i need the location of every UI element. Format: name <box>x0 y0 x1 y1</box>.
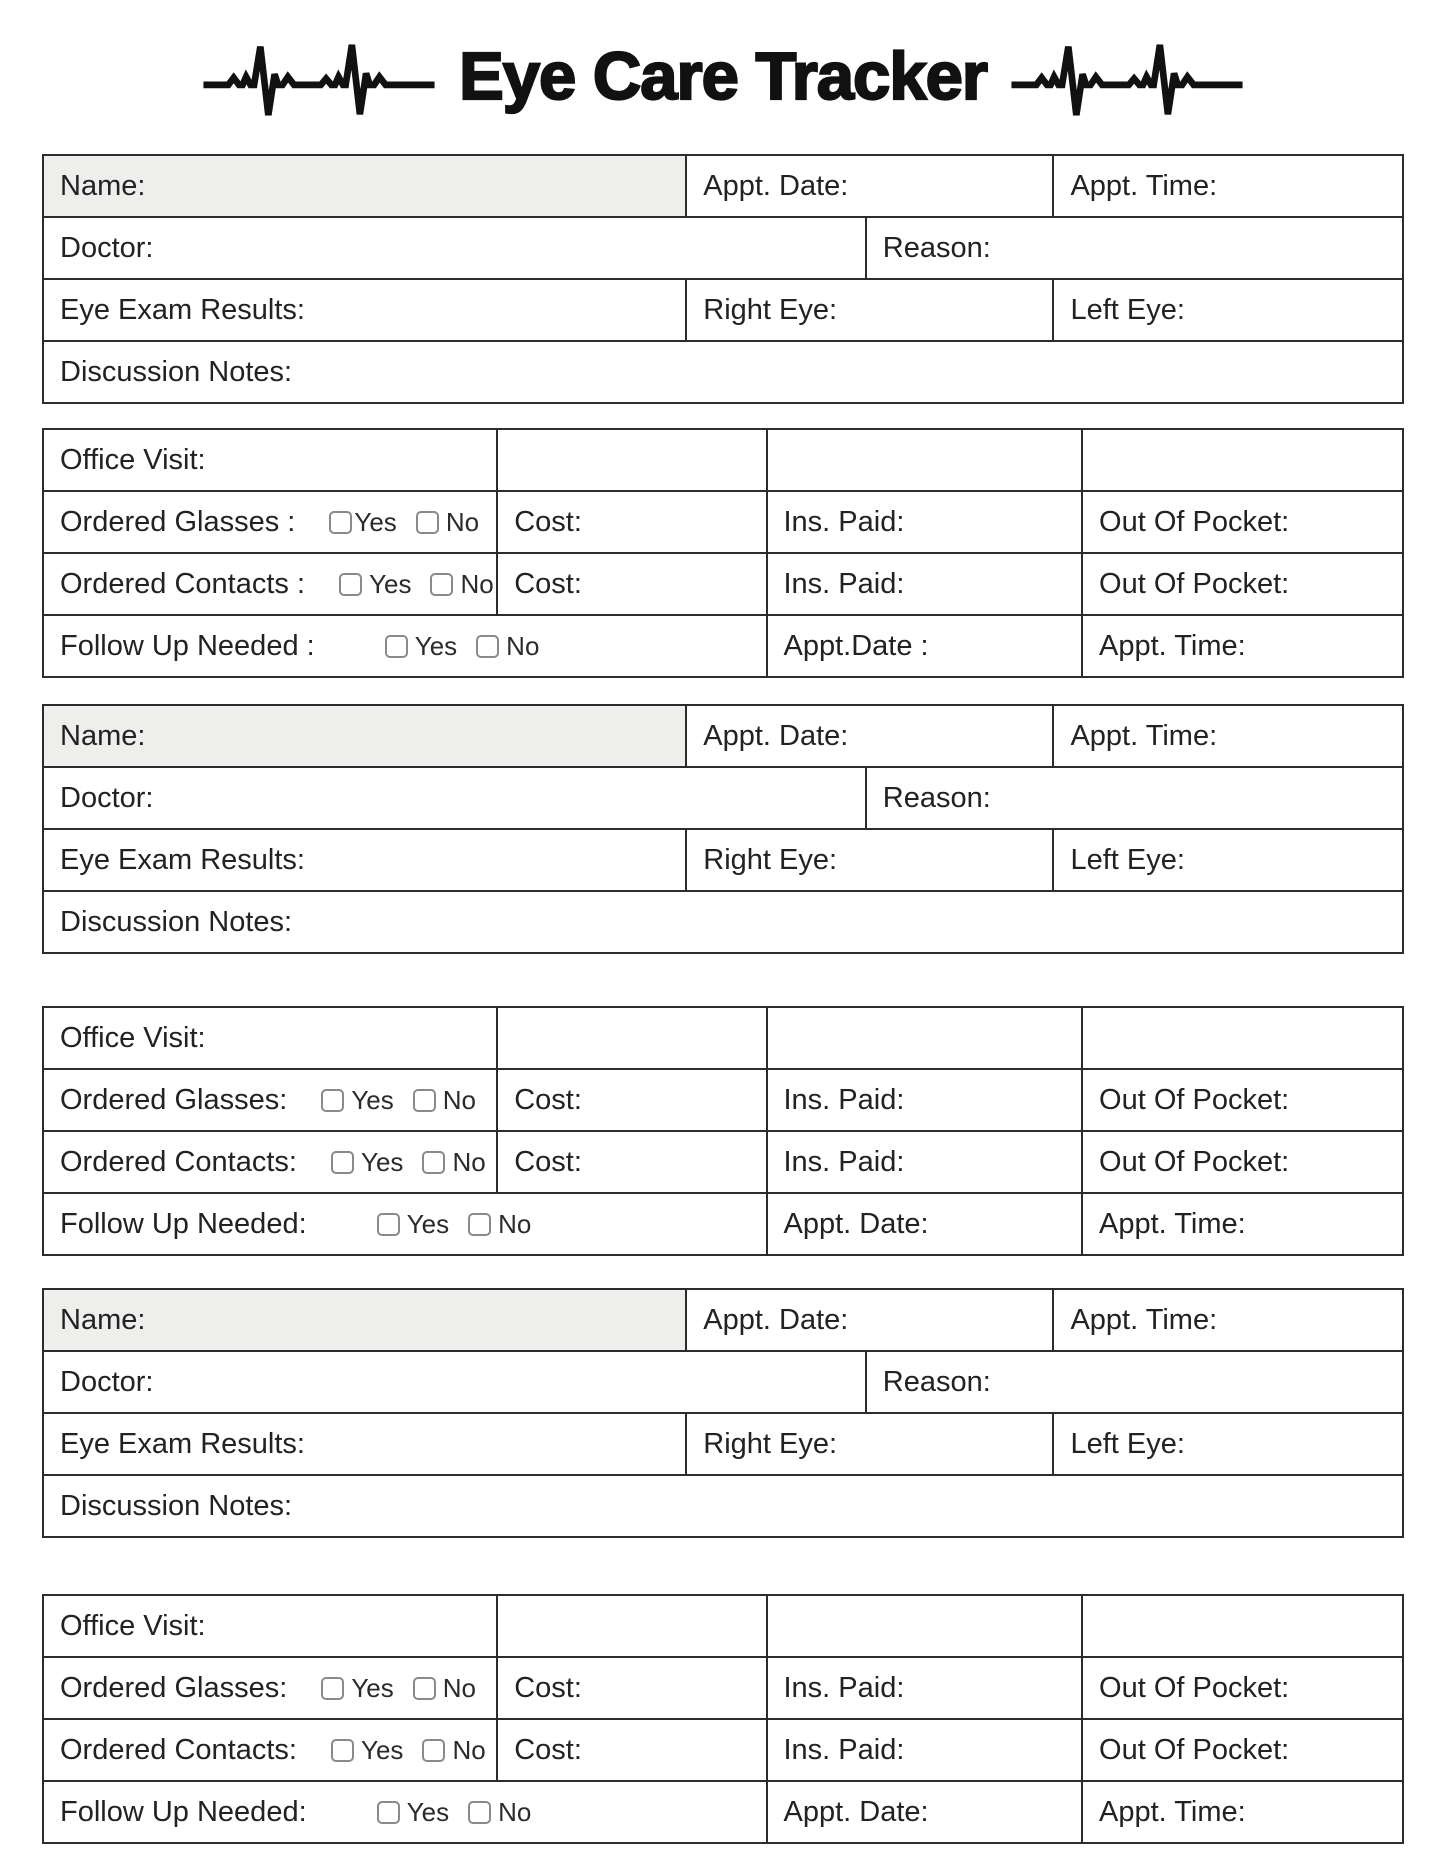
appt-time-cell: Appt. Time: <box>1082 1193 1403 1255</box>
follow-up-needed-cell <box>43 615 767 677</box>
yes-label: Yes <box>351 1673 394 1704</box>
visit-info-table-3 <box>42 1288 1404 1538</box>
no-label: No <box>445 507 480 538</box>
no-checkbox[interactable] <box>422 1739 445 1762</box>
no-label: No <box>506 631 540 662</box>
yes-no-group <box>321 1085 476 1116</box>
visit-info-table-1 <box>42 154 1404 404</box>
heartbeat-left-icon <box>189 28 449 124</box>
no-checkbox[interactable] <box>468 1801 491 1824</box>
name-cell: Name: <box>43 705 686 767</box>
no-checkbox[interactable] <box>416 511 439 534</box>
yes-checkbox[interactable] <box>385 635 408 658</box>
follow-up-needed-cell <box>43 1781 767 1843</box>
follow-up-label: Follow Up Needed: <box>60 1795 307 1828</box>
yes-no-group <box>331 1147 486 1178</box>
appt-time-cell: Appt. Time: <box>1053 705 1403 767</box>
ins-paid-cell: Ins. Paid: <box>767 491 1083 553</box>
office-visit-table-2 <box>42 1006 1404 1256</box>
left-eye-cell: Left Eye: <box>1053 1413 1403 1475</box>
office-visit-cell: Office Visit: <box>43 429 497 491</box>
out-of-pocket-cell: Out Of Pocket: <box>1082 1657 1403 1719</box>
ordered-glasses-label: Ordered Glasses: <box>60 1083 288 1116</box>
cost-cell: Cost: <box>497 1719 766 1781</box>
out-of-pocket-cell: Out Of Pocket: <box>1082 1131 1403 1193</box>
office-visit-table-1 <box>42 428 1404 678</box>
eye-exam-results-cell: Eye Exam Results: <box>43 279 686 341</box>
out-of-pocket-cell: Out Of Pocket: <box>1082 1719 1403 1781</box>
cost-cell: Cost: <box>497 1657 766 1719</box>
ordered-contacts-label: Ordered Contacts: <box>60 1733 297 1766</box>
right-eye-cell: Right Eye: <box>686 829 1053 891</box>
yes-label: Yes <box>354 507 397 538</box>
appt-date-cell: Appt. Date: <box>686 155 1053 217</box>
yes-no-group <box>331 1735 486 1766</box>
no-label: No <box>498 1209 532 1240</box>
yes-checkbox[interactable] <box>377 1213 400 1236</box>
appt-date-cell: Appt. Date: <box>767 1781 1083 1843</box>
left-eye-cell: Left Eye: <box>1053 279 1403 341</box>
reason-cell: Reason: <box>866 1351 1403 1413</box>
cost-cell: Cost: <box>497 1069 766 1131</box>
out-of-pocket-cell: Out Of Pocket: <box>1082 491 1403 553</box>
page-header <box>42 24 1404 128</box>
no-label: No <box>452 1735 486 1766</box>
blank-cell <box>767 1007 1083 1069</box>
yes-label: Yes <box>361 1735 404 1766</box>
ordered-contacts-label: Ordered Contacts: <box>60 1145 297 1178</box>
ordered-glasses-cell <box>43 1069 497 1131</box>
ins-paid-cell: Ins. Paid: <box>767 553 1083 615</box>
cost-cell: Cost: <box>497 1131 766 1193</box>
ordered-glasses-cell <box>43 1657 497 1719</box>
yes-no-group <box>385 631 540 662</box>
no-checkbox[interactable] <box>430 573 453 596</box>
yes-label: Yes <box>414 631 458 662</box>
eye-exam-results-cell: Eye Exam Results: <box>43 1413 686 1475</box>
ins-paid-cell: Ins. Paid: <box>767 1131 1083 1193</box>
appt-date-cell: Appt. Date: <box>686 1289 1053 1351</box>
blank-cell <box>497 429 766 491</box>
appt-time-cell: Appt. Time: <box>1082 1781 1403 1843</box>
cost-cell: Cost: <box>497 553 766 615</box>
yes-checkbox[interactable] <box>321 1677 344 1700</box>
no-checkbox[interactable] <box>476 635 499 658</box>
no-checkbox[interactable] <box>468 1213 491 1236</box>
eye-exam-results-cell: Eye Exam Results: <box>43 829 686 891</box>
no-label: No <box>442 1673 476 1704</box>
name-cell: Name: <box>43 1289 686 1351</box>
ordered-contacts-cell <box>43 553 497 615</box>
discussion-notes-cell: Discussion Notes: <box>43 891 1403 953</box>
out-of-pocket-cell: Out Of Pocket: <box>1082 1069 1403 1131</box>
appt-time-cell: Appt. Time: <box>1082 615 1403 677</box>
appt-date-cell: Appt. Date: <box>767 1193 1083 1255</box>
yes-checkbox[interactable] <box>331 1151 354 1174</box>
discussion-notes-cell: Discussion Notes: <box>43 1475 1403 1537</box>
ordered-contacts-label: Ordered Contacts : <box>60 567 305 600</box>
yes-label: Yes <box>351 1085 394 1116</box>
office-visit-table-3 <box>42 1594 1404 1844</box>
ordered-contacts-cell <box>43 1131 497 1193</box>
appt-time-cell: Appt. Time: <box>1053 155 1403 217</box>
yes-checkbox[interactable] <box>377 1801 400 1824</box>
yes-checkbox[interactable] <box>321 1089 344 1112</box>
blank-cell <box>497 1007 766 1069</box>
no-checkbox[interactable] <box>413 1089 436 1112</box>
ins-paid-cell: Ins. Paid: <box>767 1069 1083 1131</box>
reason-cell: Reason: <box>866 767 1403 829</box>
page-title: Eye Care Tracker <box>459 38 987 114</box>
yes-no-group <box>321 1673 476 1704</box>
ins-paid-cell: Ins. Paid: <box>767 1657 1083 1719</box>
doctor-cell: Doctor: <box>43 767 866 829</box>
yes-checkbox[interactable] <box>339 573 362 596</box>
name-cell: Name: <box>43 155 686 217</box>
yes-label: Yes <box>369 569 412 600</box>
yes-checkbox[interactable] <box>331 1739 354 1762</box>
out-of-pocket-cell: Out Of Pocket: <box>1082 553 1403 615</box>
no-checkbox[interactable] <box>422 1151 445 1174</box>
blank-cell <box>1082 1595 1403 1657</box>
follow-up-label: Follow Up Needed : <box>60 629 315 662</box>
no-checkbox[interactable] <box>413 1677 436 1700</box>
appt-time-cell: Appt. Time: <box>1053 1289 1403 1351</box>
blank-cell <box>1082 429 1403 491</box>
office-visit-cell: Office Visit: <box>43 1007 497 1069</box>
appt-date-cell: Appt. Date: <box>686 705 1053 767</box>
heartbeat-right-icon <box>997 28 1257 124</box>
doctor-cell: Doctor: <box>43 217 866 279</box>
ordered-contacts-cell <box>43 1719 497 1781</box>
no-label: No <box>452 1147 486 1178</box>
no-label: No <box>442 1085 476 1116</box>
blank-cell <box>497 1595 766 1657</box>
ordered-glasses-label: Ordered Glasses: <box>60 1671 288 1704</box>
follow-up-needed-cell <box>43 1193 767 1255</box>
discussion-notes-cell: Discussion Notes: <box>43 341 1403 403</box>
blank-cell <box>767 1595 1083 1657</box>
no-label: No <box>498 1797 532 1828</box>
yes-label: Yes <box>406 1797 450 1828</box>
yes-label: Yes <box>406 1209 450 1240</box>
yes-checkbox[interactable] <box>329 511 352 534</box>
yes-no-group <box>329 507 479 538</box>
doctor-cell: Doctor: <box>43 1351 866 1413</box>
ordered-glasses-cell <box>43 491 497 553</box>
yes-no-group <box>377 1209 532 1240</box>
appt-date-cell: Appt.Date : <box>767 615 1083 677</box>
cost-cell: Cost: <box>497 491 766 553</box>
office-visit-cell: Office Visit: <box>43 1595 497 1657</box>
blank-cell <box>1082 1007 1403 1069</box>
ins-paid-cell: Ins. Paid: <box>767 1719 1083 1781</box>
blank-cell <box>767 429 1083 491</box>
no-label: No <box>460 569 494 600</box>
follow-up-label: Follow Up Needed: <box>60 1207 307 1240</box>
left-eye-cell: Left Eye: <box>1053 829 1403 891</box>
visit-info-table-2 <box>42 704 1404 954</box>
yes-no-group <box>339 569 494 600</box>
reason-cell: Reason: <box>866 217 1403 279</box>
yes-label: Yes <box>361 1147 404 1178</box>
yes-no-group <box>377 1797 532 1828</box>
ordered-glasses-label: Ordered Glasses : <box>60 505 296 538</box>
right-eye-cell: Right Eye: <box>686 1413 1053 1475</box>
right-eye-cell: Right Eye: <box>686 279 1053 341</box>
